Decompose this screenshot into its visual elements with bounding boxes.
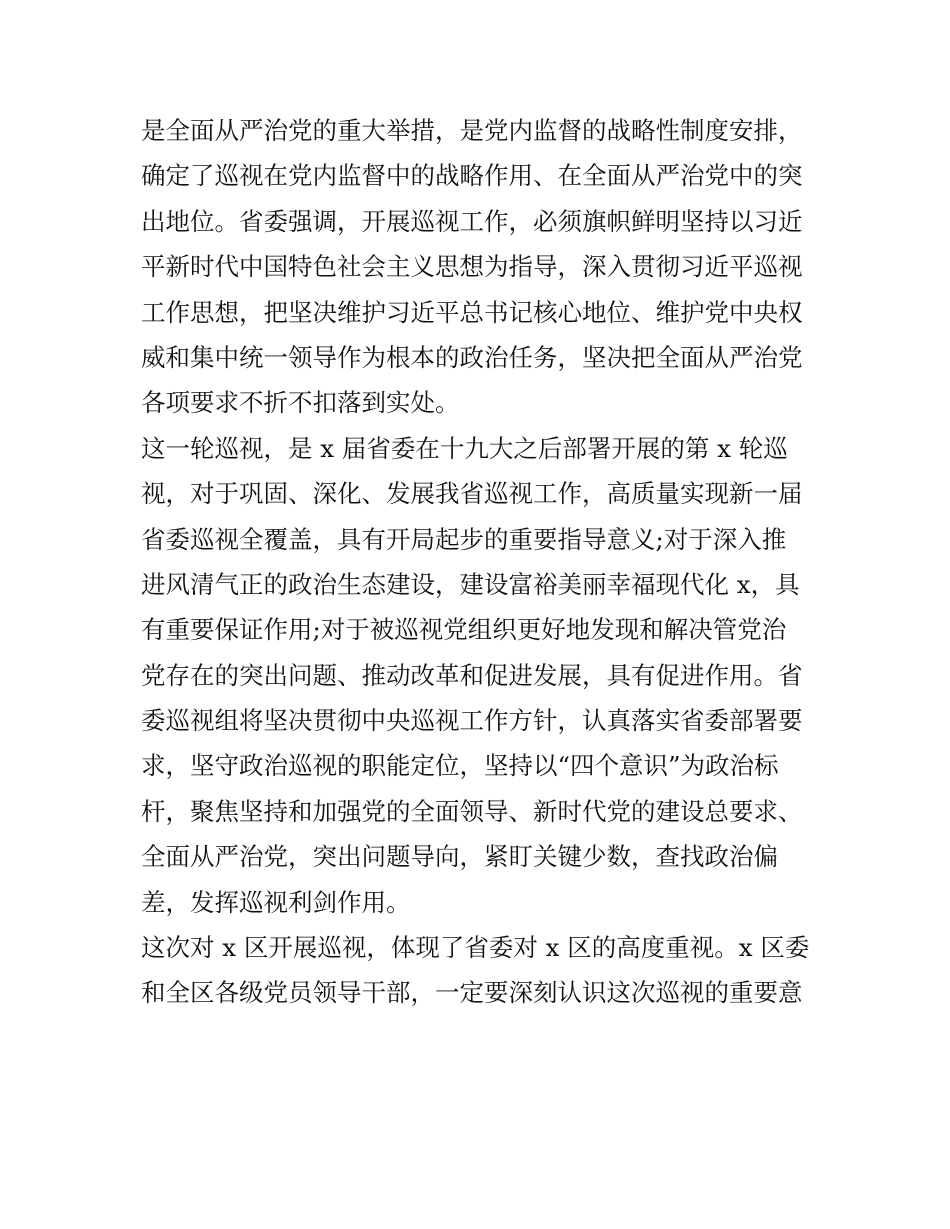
text-line: 确定了巡视在党内监督中的战略作用、在全面从严治党中的突: [141, 161, 803, 191]
text-line: 威和集中统一领导作为根本的政治任务，坚决把全面从严治党: [141, 342, 803, 372]
text-line: 这一轮巡视，是 x 届省委在十九大之后部署开展的第 x 轮巡: [141, 433, 788, 463]
text-line: 进风清气正的政治生态建设，建设富裕美丽幸福现代化 x，具: [141, 569, 800, 599]
paragraph-1: [141, 108, 821, 426]
text-line: 出地位。省委强调，开展巡视工作，必须旗帜鲜明坚持以习近: [141, 206, 803, 236]
text-line: 全面从严治党，突出问题导向，紧盯关键少数，查找政治偏: [141, 842, 778, 872]
text-line: 工作思想，把坚决维护习近平总书记核心地位、维护党中央权: [141, 297, 803, 327]
text-line: 这次对 x 区开展巡视，体现了省委对 x 区的高度重视。x 区委: [141, 933, 810, 963]
text-line: 和全区各级党员领导干部，一定要深刻认识这次巡视的重要意: [141, 978, 803, 1008]
text-line: 党存在的突出问题、推动改革和促进发展，具有促进作用。省: [141, 660, 803, 690]
text-line: 平新时代中国特色社会主义思想为指导，深入贯彻习近平巡视: [141, 252, 803, 282]
text-line: 委巡视组将坚决贯彻中央巡视工作方针，认真落实省委部署要: [141, 706, 803, 736]
document-body: [141, 108, 821, 1016]
text-line: 视，对于巩固、深化、发展我省巡视工作，高质量实现新一届: [141, 479, 803, 509]
paragraph-2: [141, 426, 821, 925]
paragraph-3: [141, 925, 821, 1016]
text-line: 杆，聚焦坚持和加强党的全面领导、新时代党的建设总要求、: [141, 796, 803, 826]
text-line: 有重要保证作用;对于被巡视党组织更好地发现和解决管党治: [141, 615, 787, 645]
text-line: 是全面从严治党的重大举措，是党内监督的战略性制度安排，: [141, 116, 803, 145]
text-line: 差，发挥巡视利剑作用。: [141, 887, 411, 917]
text-line: 求，坚守政治巡视的职能定位，坚持以“四个意识”为政治标: [141, 751, 779, 781]
text-line: 省委巡视全覆盖，具有开局起步的重要指导意义;对于深入推: [141, 524, 787, 554]
text-line: 各项要求不折不扣落到实处。: [141, 388, 460, 418]
